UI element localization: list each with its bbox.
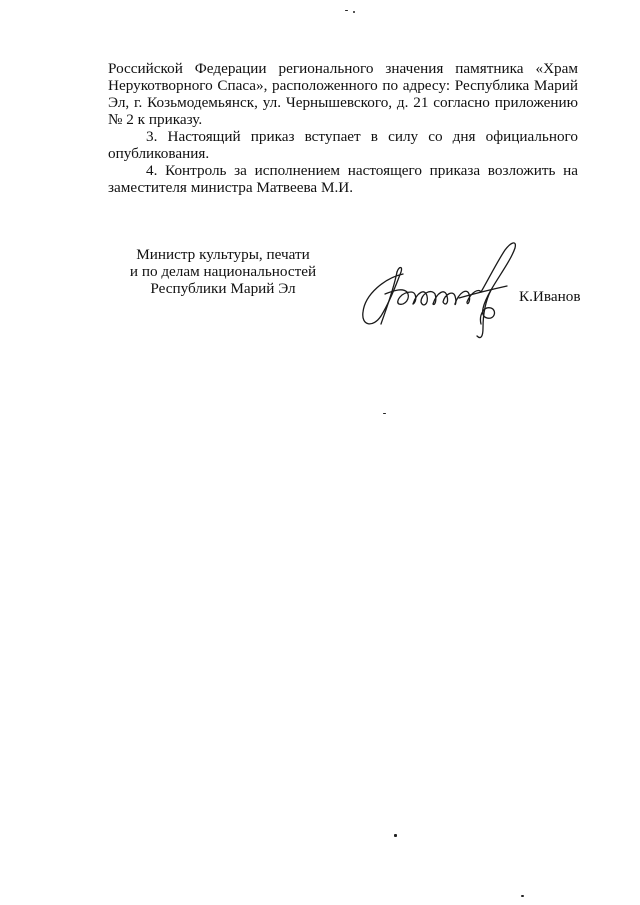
signatory-position [118,246,328,297]
position-line-1: Министр культуры, печати [136,246,310,263]
scan-speck [521,895,524,897]
signer-name: К.Иванов [519,288,581,305]
paragraph-3: 3. Настоящий приказ вступает в силу со дня официального опубликования. [108,128,578,162]
paragraph-continuation: Российской Федерации регионального значения памятника «Храм Нерукотворного Спаса», расположенного по адресу: Республика Марий Эл, г. Козьмодемьянск, ул. Чернышевского, д. 21 согласно приложению № 2 к приказу. [108,60,578,128]
document-body [108,60,578,196]
scan-speck [345,10,348,11]
paragraph-4: 4. Контроль за исполнением настоящего приказа возложить на заместителя министра Матвеева М.И. [108,162,578,196]
position-line-3: Республики Марий Эл [150,280,296,297]
handwritten-signature [355,232,535,347]
scan-speck [383,413,386,414]
scan-speck [353,11,355,13]
position-line-2: и по делам национальностей [129,263,317,280]
scan-speck [394,834,397,837]
